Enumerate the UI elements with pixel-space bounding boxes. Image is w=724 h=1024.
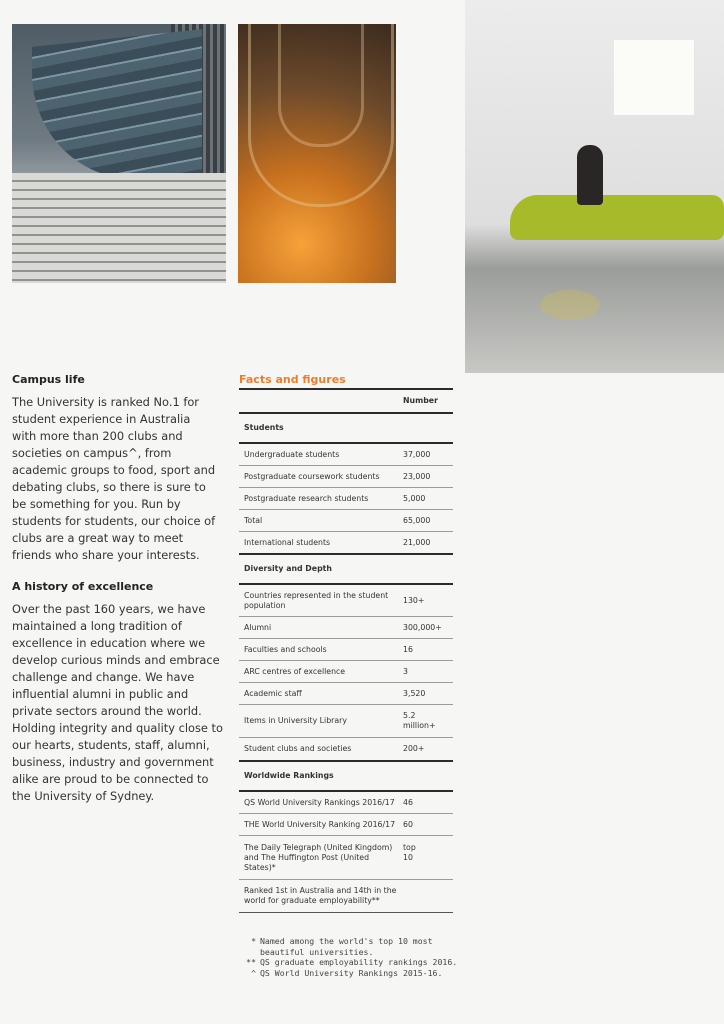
row-value: 130+	[403, 595, 425, 605]
table-row	[239, 683, 453, 705]
campus-life-heading: Campus life	[12, 373, 85, 386]
footnote-text: QS World University Rankings 2015-16.	[260, 967, 443, 978]
building-photo	[12, 24, 226, 283]
row-label: Academic staff	[244, 688, 302, 698]
row-label: Faculties and schools	[244, 644, 327, 654]
table-header-row	[239, 390, 453, 414]
row-label: Postgraduate research students	[244, 493, 369, 503]
person-decor	[577, 145, 603, 205]
history-heading: A history of excellence	[12, 580, 154, 593]
footnotes	[240, 936, 460, 978]
student-photo	[465, 0, 724, 373]
row-value: 5.2 million+	[403, 711, 436, 730]
row-value: 46	[403, 797, 413, 807]
row-label: QS World University Rankings 2016/17	[244, 797, 395, 807]
history-text: Over the past 160 years, we have maintained a long tradition of excellence in education where we develop curious minds and embrace challenge and change. We have influential alumni in public and private sectors around the world. Holding integrity and quality close to our hearts, students, staff, alumni, business, industry and government alike are proud to be connected to the University of Sydney.	[12, 602, 223, 803]
row-value: 3	[403, 666, 408, 676]
facts-title: Facts and figures	[239, 373, 346, 386]
footnote	[240, 968, 460, 979]
row-label: Items in University Library	[244, 716, 347, 725]
table-row	[239, 738, 453, 762]
row-value: 200+	[403, 744, 425, 753]
row-label: International students	[244, 537, 331, 547]
row-label: Postgraduate coursework students	[244, 471, 380, 481]
table-row	[239, 617, 453, 639]
window-decor	[614, 40, 694, 115]
row-label: Ranked 1st in Australia and 14th in the world for graduate employability**	[244, 886, 397, 905]
row-value: 37,000	[403, 449, 431, 459]
bench-decor	[510, 195, 724, 240]
footnote-mark: ^	[251, 967, 256, 978]
row-label: ARC centres of excellence	[244, 666, 346, 676]
table-row	[239, 444, 453, 466]
row-value: 3,520	[403, 688, 426, 698]
stairs-decor	[12, 173, 226, 283]
table-row	[239, 532, 453, 555]
facts-table	[239, 388, 453, 913]
table-row	[239, 639, 453, 661]
footnote-text: QS graduate employability rankings 2016.	[260, 957, 458, 967]
row-label: Undergraduate students	[244, 449, 340, 459]
row-value: 65,000	[403, 515, 431, 525]
row-label: Total	[244, 515, 263, 525]
row-value: 16	[403, 644, 413, 654]
footnote-mark: *	[251, 936, 256, 946]
table-row	[239, 836, 453, 880]
table-row	[239, 488, 453, 510]
row-value: top 10	[403, 843, 416, 862]
row-value: 5,000	[403, 493, 426, 503]
footnote-text: Named among the world's top 10 most beautiful universities.	[260, 936, 433, 957]
table-row	[239, 880, 453, 913]
row-value: 300,000+	[403, 622, 442, 632]
table-row	[239, 466, 453, 488]
table-row	[239, 705, 453, 738]
arch-inner-decor	[278, 24, 364, 147]
table-row	[239, 661, 453, 683]
table-row	[239, 792, 453, 814]
row-label: Alumni	[244, 622, 272, 632]
section-diversity	[239, 555, 453, 585]
row-label: The Daily Telegraph (United Kingdom) and The Huffington Post (United States)*	[244, 842, 393, 872]
section-students	[239, 414, 453, 444]
footnote-mark: **	[246, 957, 256, 967]
curved-shell-decor	[32, 29, 202, 192]
floor-reflection-decor	[540, 290, 600, 320]
section-title: Students	[244, 423, 284, 432]
section-rankings	[239, 762, 453, 792]
row-value: 60	[403, 819, 413, 829]
campus-life-text: The University is ranked No.1 for student experience in Australia with more than 200 clubs and societies on campus^, from academic groups to food, sport and debating clubs, so there is sure to be something for you. Run by students for students, our choice of clubs are a great way to meet friends who share your interests.	[12, 395, 216, 562]
table-row	[239, 510, 453, 532]
section-title: Diversity and Depth	[244, 564, 332, 573]
number-column-header: Number	[403, 396, 438, 405]
footnote	[240, 957, 460, 968]
row-value: 21,000	[403, 537, 431, 547]
row-label: THE World University Ranking 2016/17	[244, 819, 396, 829]
table-row	[239, 814, 453, 836]
table-row	[239, 585, 453, 617]
footnote	[240, 936, 460, 957]
row-label: Countries represented in the student population	[244, 590, 389, 610]
section-title: Worldwide Rankings	[244, 771, 334, 780]
row-value: 23,000	[403, 471, 431, 481]
row-label: Student clubs and societies	[244, 744, 352, 753]
great-hall-photo	[238, 24, 396, 283]
